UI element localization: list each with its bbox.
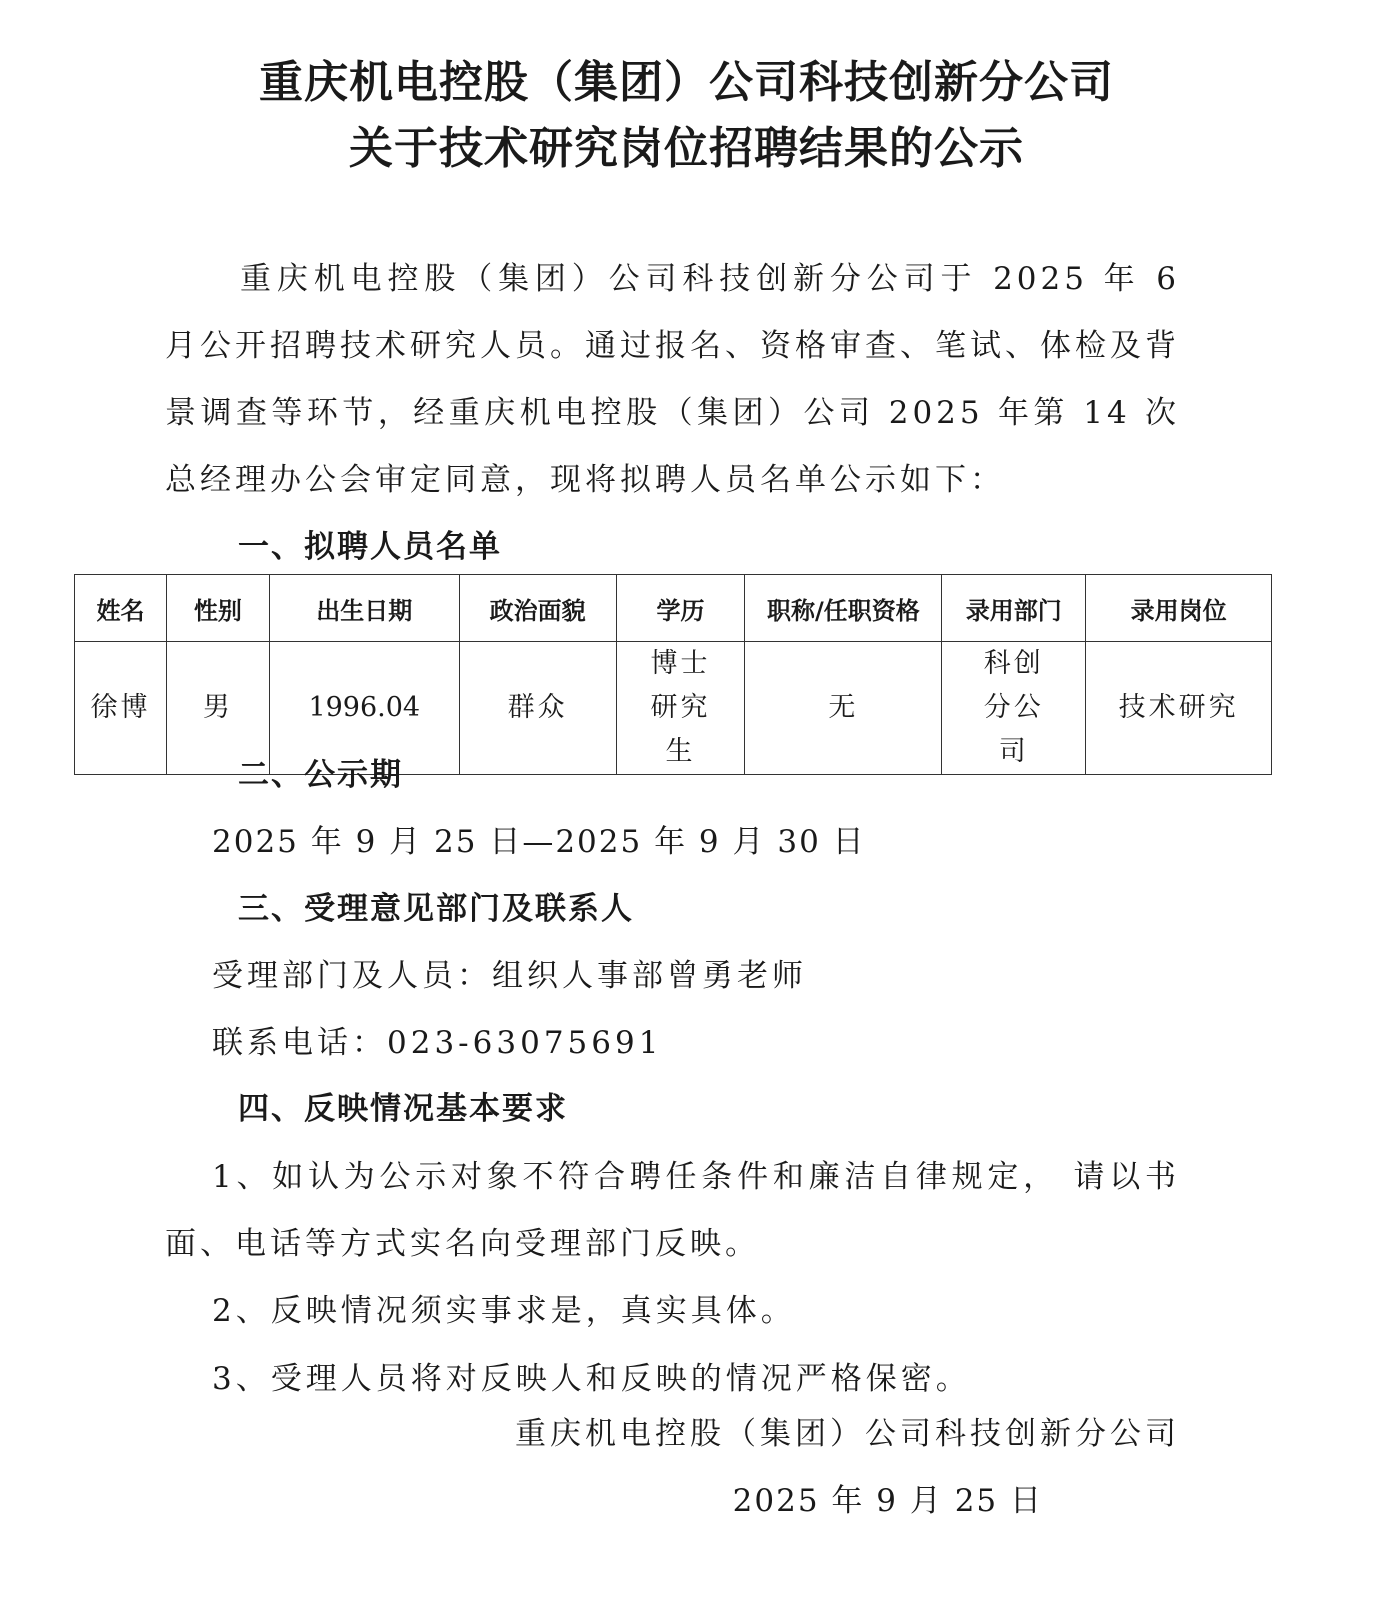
contact-dept: 受理部门及人员：组织人事部曾勇老师	[212, 958, 807, 994]
contact-phone: 联系电话：023-63075691	[212, 1025, 663, 1061]
signature-org: 重庆机电控股（集团）公司科技创新分公司	[515, 1416, 1180, 1452]
header-position: 录用岗位	[1086, 575, 1272, 642]
section-4-heading: 四、反映情况基本要求	[238, 1091, 568, 1127]
intro-paragraph: 重庆机电控股（集团）公司科技创新分公司于 2025 年 6 月公开招聘技术研究人员。通过报名、资格审查、笔试、体检及背景调查等环节，经重庆机电控股（集团）公司 2025 年第 14 次总经理办公会审定同意，现将拟聘人员名单公示如下：	[165, 261, 1180, 498]
requirement-item: 2、反映情况须实事求是，真实具体。	[212, 1293, 796, 1329]
signature-date: 2025 年 9 月 25 日	[732, 1483, 1043, 1519]
header-education: 学历	[616, 575, 745, 642]
requirement-item: 1、如认为公示对象不符合聘任条件和廉洁自律规定， 请以书面、电话等方式实名向受理部门反映。	[165, 1159, 1180, 1262]
header-dept: 录用部门	[942, 575, 1086, 642]
header-birth: 出生日期	[269, 575, 459, 642]
cell-name: 徐博	[75, 642, 167, 775]
section-2-heading: 二、公示期	[238, 757, 403, 793]
cell-birth: 1996.04	[269, 642, 459, 775]
cell-title: 无	[745, 642, 942, 775]
header-name: 姓名	[75, 575, 167, 642]
table-header-row	[75, 575, 1272, 642]
publicity-period: 2025 年 9 月 25 日—2025 年 9 月 30 日	[212, 824, 866, 860]
cell-education: 博士研究生	[616, 642, 745, 775]
title-line-1: 重庆机电控股（集团）公司科技创新分公司	[259, 57, 1114, 108]
cell-gender: 男	[166, 642, 269, 775]
cell-political: 群众	[459, 642, 616, 775]
header-political: 政治面貌	[459, 575, 616, 642]
header-gender: 性别	[166, 575, 269, 642]
section-1-heading: 一、拟聘人员名单	[238, 529, 502, 565]
section-3-heading: 三、受理意见部门及联系人	[238, 891, 634, 927]
title-line-2: 关于技术研究岗位招聘结果的公示	[349, 123, 1024, 174]
cell-dept: 科创分公司	[942, 642, 1086, 775]
cell-position: 技术研究	[1086, 642, 1272, 775]
requirement-item: 3、受理人员将对反映人和反映的情况严格保密。	[212, 1361, 971, 1397]
header-title: 职称/任职资格	[745, 575, 942, 642]
